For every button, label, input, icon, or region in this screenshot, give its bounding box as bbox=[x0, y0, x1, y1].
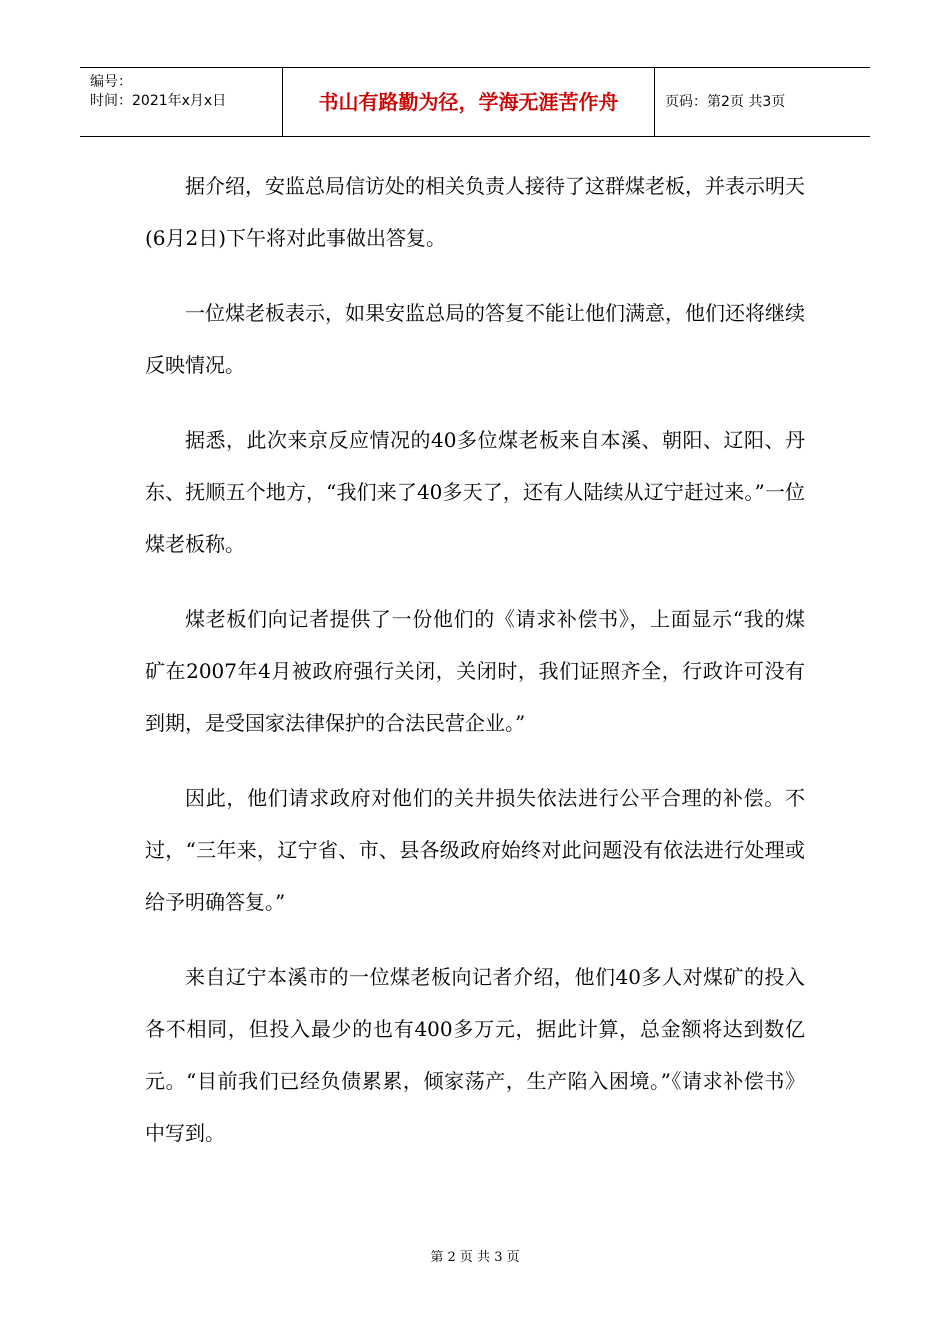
paragraph-1: 据介绍，安监总局信访处的相关负责人接待了这群煤老板，并表示明天(6月2日)下午将对此事做出答复。 bbox=[145, 174, 805, 250]
header-motto: 书山有路勤为径，学海无涯苦作舟 bbox=[318, 90, 619, 114]
paragraph-4: 煤老板们向记者提供了一份他们的《请求补偿书》，上面显示“我的煤矿在2007年4月被政府强行关闭，关闭时，我们证照齐全，行政许可没有到期，是受国家法律保护的合法民营企业。” bbox=[145, 607, 805, 735]
document-body bbox=[145, 160, 805, 1182]
page-footer: 第 2 页 共 3 页 bbox=[430, 1250, 520, 1265]
header-page-label: 页码：第2页 共3页 bbox=[665, 94, 786, 110]
paragraph-2: 一位煤老板表示，如果安监总局的答复不能让他们满意，他们还将继续反映情况。 bbox=[145, 301, 805, 377]
paragraph-5: 因此，他们请求政府对他们的关井损失依法进行公平合理的补偿。不过，“三年来，辽宁省、市、县各级政府始终对此问题没有依法进行处理或给予明确答复。” bbox=[145, 786, 805, 914]
header-meta bbox=[80, 68, 282, 136]
serial-label: 编号： bbox=[90, 74, 132, 90]
paragraph-6: 来自辽宁本溪市的一位煤老板向记者介绍，他们40多人对煤矿的投入各不相同，但投入最少的也有400多万元，据此计算，总金额将达到数亿元。“目前我们已经负债累累，倾家荡产，生产陷入困境。”《请求补偿书》中写到。 bbox=[145, 965, 805, 1145]
page-header bbox=[80, 67, 870, 137]
time-label: 时间：2021年x月x日 bbox=[90, 93, 227, 109]
paragraph-3: 据悉，此次来京反应情况的40多位煤老板来自本溪、朝阳、辽阳、丹东、抚顺五个地方，“我们来了40多天了，还有人陆续从辽宁赶过来。”一位煤老板称。 bbox=[145, 428, 805, 556]
